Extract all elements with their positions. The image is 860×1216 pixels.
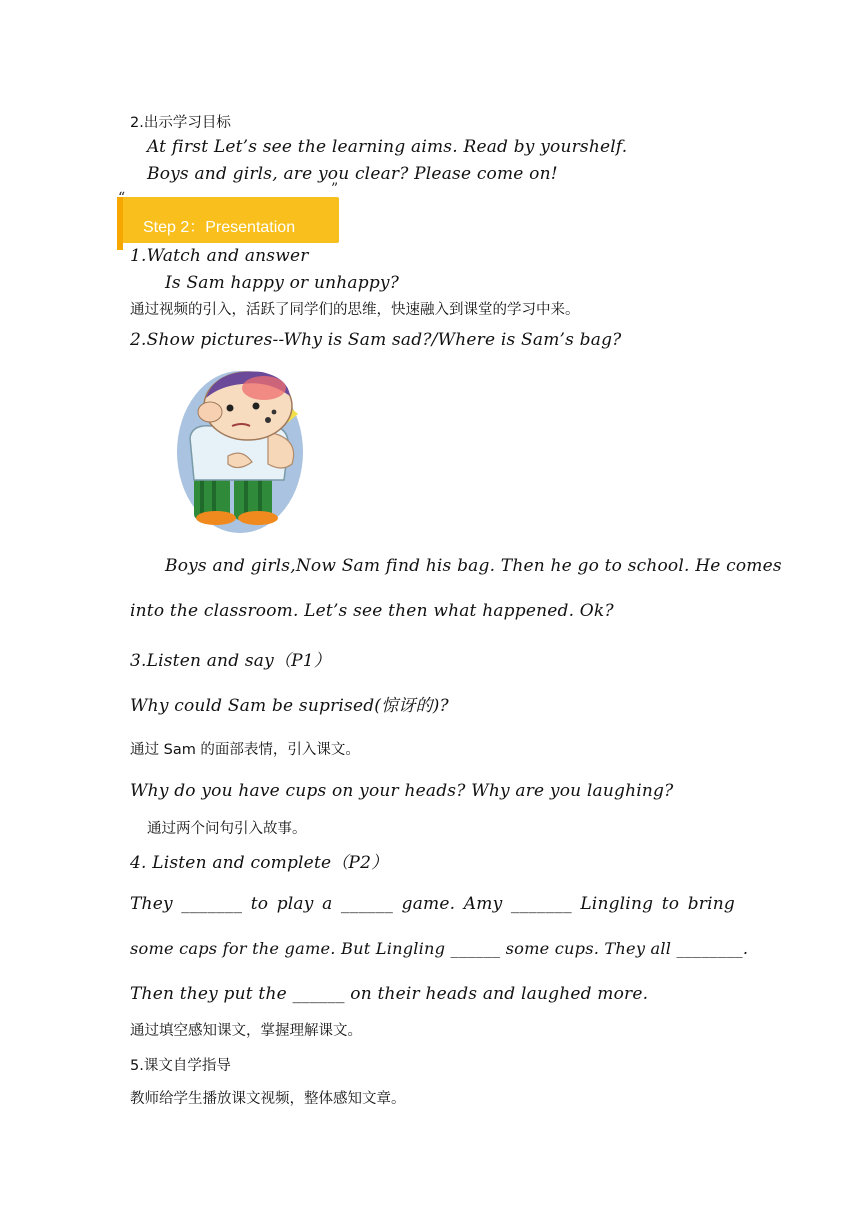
aims-line-1: At first Let’s see the learning aims. Read by yourshelf.: [147, 137, 628, 157]
watch-heading: 1.Watch and answer: [130, 246, 309, 266]
fill-line-1: [130, 894, 735, 914]
learning-aims-heading: 2.出示学习目标: [130, 115, 231, 131]
fill-word: to: [250, 894, 269, 914]
story-line-2: into the classroom. Let’s see then what happened. Ok?: [130, 601, 614, 621]
blank-1: _______: [181, 894, 243, 914]
listen-say-note: 通过 Sam 的面部表情，引入课文。: [130, 742, 360, 758]
fill-word: game.: [401, 894, 456, 914]
listen-say-heading: 3.Listen and say（P1）: [130, 651, 332, 671]
self-study-heading: 5.课文自学指导: [130, 1058, 231, 1074]
sam-illustration: [172, 368, 308, 536]
fill-word: to: [661, 894, 680, 914]
blank-2: ______: [340, 894, 394, 914]
fill-word: Amy: [463, 894, 503, 914]
pictures-heading: 2.Show pictures--Why is Sam sad?/Where is Sam’s bag?: [130, 330, 622, 350]
fill-word: a: [322, 894, 333, 914]
fill-word: Lingling: [580, 894, 654, 914]
step-title: Step 2：Presentation: [143, 219, 296, 236]
fill-line-2: some caps for the game. But Lingling ______ some cups. They all ________.: [130, 939, 749, 958]
fill-word: play: [276, 894, 314, 914]
fill-line-3: Then they put the ______ on their heads and laughed more.: [130, 984, 649, 1004]
story-line-1: Boys and girls,Now Sam find his bag. Then he go to school. He comes: [165, 556, 782, 576]
fill-word: They: [130, 894, 173, 914]
self-study-note: 教师给学生播放课文视频，整体感知文章。: [130, 1091, 406, 1107]
listen-complete-heading: 4. Listen and complete（P2）: [130, 853, 389, 873]
close-quote-mark: ”: [331, 181, 339, 197]
watch-note: 通过视频的引入，活跃了同学们的思维，快速融入到课堂的学习中来。: [130, 302, 580, 318]
fill-word: bring: [687, 894, 735, 914]
blank-3: _______: [510, 894, 572, 914]
listen-say-question: Why could Sam be suprised(惊讶的)?: [130, 696, 449, 716]
watch-question: Is Sam happy or unhappy?: [165, 273, 400, 293]
open-quote-mark: “: [118, 190, 126, 206]
aims-line-2: Boys and girls, are you clear? Please come on!: [147, 164, 558, 184]
cups-question: Why do you have cups on your heads? Why are you laughing?: [130, 781, 674, 801]
cups-note: 通过两个问句引入故事。: [147, 821, 307, 837]
fill-note: 通过填空感知课文，掌握理解课文。: [130, 1023, 362, 1039]
